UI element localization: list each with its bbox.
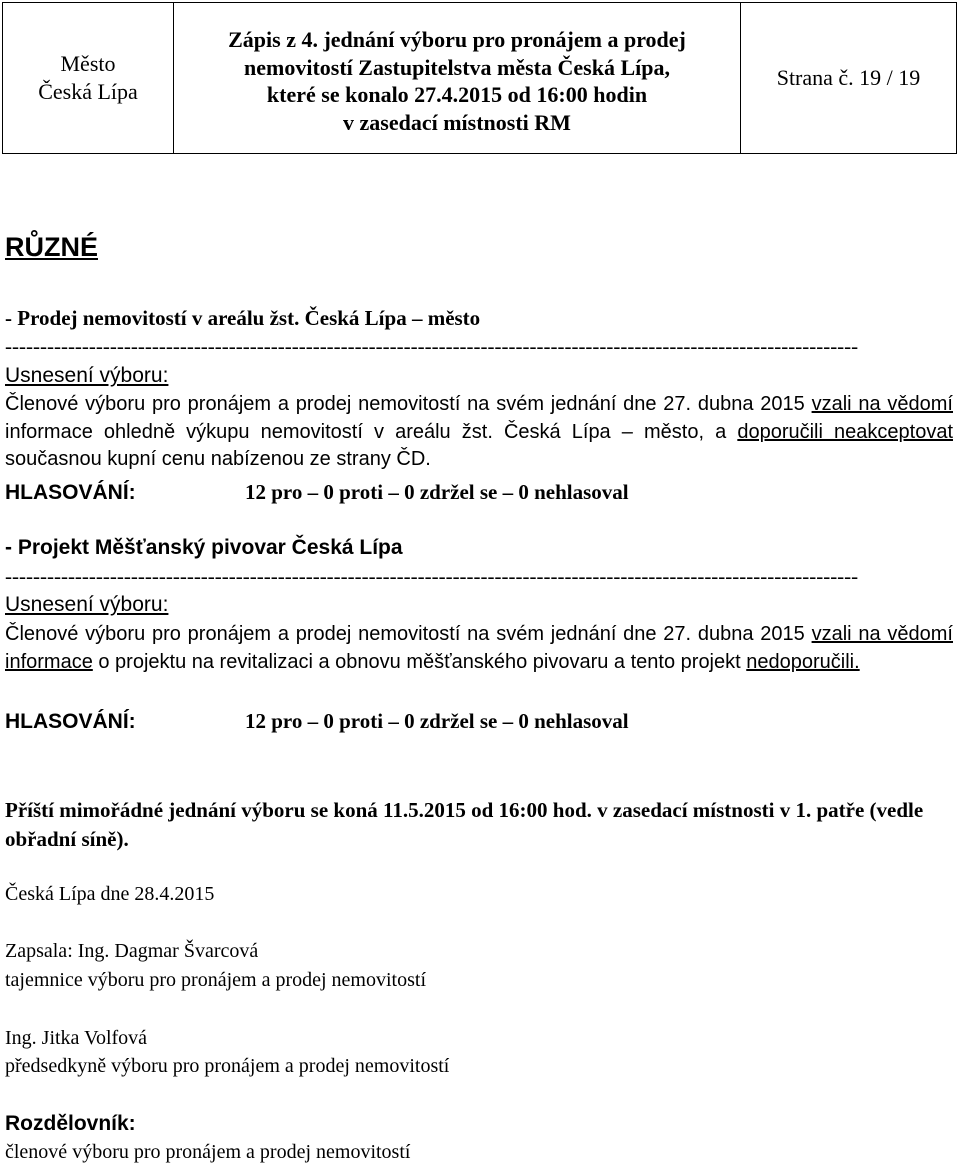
item2-title: - Projekt Měšťanský pivovar Česká Lípa [5,536,403,559]
header-page-number: Strana č. 19 / 19 [776,65,921,90]
item1-vote-label: HLASOVÁNÍ: [5,481,136,504]
header-title-line3: které se konalo 27.4.2015 od 16:00 hodin [266,82,648,107]
item1-title: - Prodej nemovitostí v areálu žst. Česká Lípa – město [5,306,481,330]
header-city-line1: Město [60,51,116,76]
item1-vote [5,480,629,505]
item1-text-underlined-1: vzali na vědomí [811,393,953,415]
distribution-label: Rozdělovník: [5,1112,136,1135]
item1-vote-result: 12 pro – 0 proti – 0 zdržel se – 0 nehlasoval [245,480,629,504]
item2-text-a: Členové výboru pro pronájem a prodej nemovitostí na svém jednání dne 27. dubna 2015 [5,623,812,645]
item2-divider: -------------------------------------------------------------------------------------------------------------------------- [5,564,859,588]
header-title [174,3,741,153]
item1-text-a: Členové výboru pro pronájem a prodej nemovitostí na svém jednání dne 27. dubna 2015 [5,393,812,415]
item2-text-underlined-1: vzali na vědomí informace [5,623,953,673]
item2-resolution-label: Usnesení výboru: [5,593,169,616]
section-heading: RŮZNÉ [5,232,98,262]
recorder-name: Zapsala: Ing. Dagmar Švarcová [5,940,259,962]
item2-vote [5,709,629,734]
chair-role: předsedkyně výboru pro pronájem a prodej nemovitostí [5,1055,450,1077]
header-city [3,3,174,153]
item1-text-c: současnou kupní cenu nabízenou ze strany ČD. [5,448,431,470]
chair-name: Ing. Jitka Volfová [5,1027,148,1049]
date-line: Česká Lípa dne 28.4.2015 [5,883,215,905]
item2-vote-label: HLASOVÁNÍ: [5,710,136,733]
distribution-value: členové výboru pro pronájem a prodej nemovitostí [5,1141,411,1163]
header-title-line1: Zápis z 4. jednání výboru pro pronájem a prodej [228,27,686,52]
item2-text-underlined-2: nedoporučili. [746,650,860,673]
item1-resolution-label: Usnesení výboru: [5,364,169,387]
document-header [2,2,957,154]
item1-divider: -------------------------------------------------------------------------------------------------------------------------- [5,334,859,358]
header-city-line2: Česká Lípa [38,79,138,104]
item1-resolution-text [5,391,953,474]
header-title-line4: v zasedací místnosti RM [343,109,571,135]
item2-resolution-text [5,621,953,676]
item2-vote-result: 12 pro – 0 proti – 0 zdržel se – 0 nehlasoval [245,709,629,733]
next-meeting: Příští mimořádné jednání výboru se koná 11.5.2015 od 16:00 hod. v zasedací místnosti v 1. patře (vedle obřadní síně). [5,798,924,851]
header-title-line2: nemovitostí Zastupitelstva města Česká Lípa, [244,54,670,80]
item1-text-b: informace ohledně výkupu nemovitostí v areálu žst. Česká Lípa – město, a [5,420,738,443]
item2-text-b: o projektu na revitalizaci a obnovu měšťanského pivovaru a tento projekt [92,650,747,673]
recorder-role: tajemnice výboru pro pronájem a prodej nemovitostí [5,969,426,991]
item1-text-underlined-2: doporučili neakceptovat [737,420,953,443]
